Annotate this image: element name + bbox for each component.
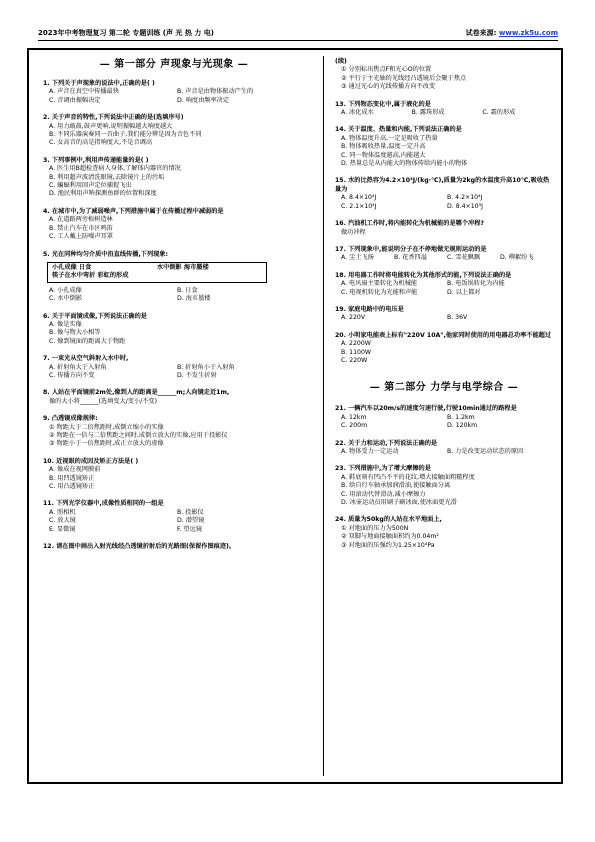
question-number: 21. [335, 405, 346, 413]
answer-option: B. 4.2×10⁴J [447, 194, 483, 202]
option-row [341, 340, 553, 348]
column-divider [323, 56, 324, 776]
question-number: 11. [43, 500, 54, 508]
option-row [49, 517, 305, 525]
option-row [341, 422, 553, 430]
question-number: 3. [43, 156, 50, 164]
question-text [335, 306, 553, 314]
question-number: 1. [43, 80, 50, 87]
question-stem: 一辆汽车以20m/s的速度匀速行驶,行驶10min通过的路程是 [348, 405, 517, 413]
question-stem: 请在图中画出入射光线经凸透镜折射后的光路图(保留作图痕迹)。 [56, 543, 236, 551]
answer-option: B. 1.2km [447, 413, 475, 421]
answer-options [335, 314, 553, 322]
answer-option: C. 雪花飘飘 [447, 254, 481, 262]
answer-option: ③ 物距小于一倍焦距时,成正立放大的虚像 [49, 440, 164, 448]
question-number: 17. [335, 245, 346, 253]
answer-option: A. 像是实像 [49, 320, 82, 328]
question-stem: (续) [335, 58, 347, 65]
answer-options [43, 509, 305, 534]
right-column [335, 58, 553, 559]
question-number: 23. [335, 465, 346, 473]
question [43, 157, 305, 199]
question [43, 415, 305, 449]
question-stem: 近视眼的成因及矫正方法是( ) [56, 457, 139, 465]
question [335, 246, 553, 263]
question-number: 24. [335, 516, 346, 524]
boxed-list [47, 262, 267, 283]
answer-option: ① 物距大于二倍焦距时,成倒立缩小的实像 [49, 423, 164, 431]
answer-option: B. 声音是由物体振动产生的 [177, 88, 254, 96]
question [43, 208, 305, 242]
option-row [341, 75, 553, 83]
question-text [43, 157, 305, 165]
answer-option: A. 12km [341, 413, 367, 421]
question-text [335, 220, 553, 228]
question [335, 465, 553, 507]
question-stem: 关于温度、热量和内能,下列说法正确的是 [348, 126, 462, 134]
answer-option: C. 传播方向不变 [49, 371, 95, 379]
question [335, 405, 553, 430]
answer-option: B. 花香四溢 [394, 254, 427, 262]
question-stem: 光在同种均匀介质中沿直线传播,下列现象: [51, 250, 169, 258]
question-number: 2. [43, 114, 50, 122]
boxed-item: 水中倒影 海市蜃楼 [157, 263, 209, 271]
question-number: 7. [43, 355, 50, 363]
answer-options [335, 448, 553, 456]
answer-option: D. 渔民利用声呐探测鱼群的位置和深度 [49, 190, 157, 198]
answer-options [43, 88, 305, 105]
question-stem: 在城市中,为了减弱噪声,下列措施中属于在传播过程中减弱的是 [51, 207, 224, 215]
answer-option: C. 电视机转化为光能和声能 [341, 288, 418, 296]
answer-options [335, 474, 553, 508]
question-text [335, 177, 553, 194]
option-row [341, 448, 553, 456]
right-question-list-a [335, 58, 553, 365]
question [43, 543, 305, 551]
answer-option: C. 220W [341, 356, 368, 364]
answer-option: C. 音调由振幅决定 [49, 96, 101, 104]
question [43, 251, 305, 304]
header-title: 2023年中考物理复习 第二轮 专题训练 (声 光 热 力 电) [38, 29, 214, 37]
answer-option: C. 用滚动代替滑动,减小摩擦力 [341, 490, 426, 498]
answer-options [43, 287, 305, 304]
answer-option: B. 露珠形成 [411, 109, 445, 117]
question-stem: 下列关于声现象的说法中,正确的是( ) [51, 80, 155, 87]
answer-option: C. 用凸透镜矫正 [49, 483, 95, 491]
question-text [43, 355, 305, 363]
answer-option: A. 物体温度升高,一定是吸收了热量 [341, 134, 438, 142]
question-text [43, 500, 305, 508]
answer-option: A. 鞋底刻有凹凸不平的花纹,增大接触面粗糙程度 [341, 473, 475, 481]
answer-option: B. 力是改变运动状态的原因 [447, 448, 524, 455]
question [335, 101, 553, 118]
question-number: 10. [43, 457, 54, 465]
answer-option: A. 在道路两旁植树造林 [49, 216, 113, 224]
question-number: 14. [335, 126, 346, 134]
option-row [341, 357, 553, 365]
answer-option: A. 电风扇主要转化为机械能 [341, 280, 418, 288]
answer-option: E. 显微镜 [49, 525, 76, 533]
question-stem: 小明家电能表上标有"220V 10A",他家同时使用的用电器总功率不能超过 [348, 331, 552, 339]
answer-option: D. 响度由频率决定 [177, 96, 230, 104]
question [335, 126, 553, 168]
question-text [335, 440, 553, 448]
answer-option: A. 尘土飞扬 [341, 254, 374, 262]
answer-option: C. 女高音的高是指响度大,不是音调高 [49, 139, 153, 147]
header-source [466, 26, 558, 40]
answer-options [335, 194, 553, 211]
section-title-1: — 第一部分 声现象与光现象 — [99, 59, 249, 70]
answer-option: C. 工人戴上防噪声耳罩 [49, 233, 113, 241]
answer-option: A. 冰化成水 [341, 109, 374, 117]
answer-options [43, 216, 305, 241]
answer-option: ② 双脚与地面接触面积约为0.04m² [341, 533, 439, 541]
option-row [49, 440, 305, 448]
question [43, 80, 305, 105]
option-row [341, 152, 553, 160]
question-text [335, 272, 553, 280]
option-row [49, 165, 305, 173]
answer-options [43, 123, 305, 148]
answer-option: A. 小孔成像 [49, 286, 82, 294]
answer-option: D. 热量总是从内能大的物体传给内能小的物体 [341, 160, 468, 168]
answer-option: A. 照相机 [49, 508, 76, 516]
option-row [49, 372, 305, 380]
option-row [49, 190, 305, 198]
answer-option: C. 蝙蝠利用回声定位捕捉飞虫 [49, 182, 132, 190]
answer-option: C. 水中倒影 [49, 295, 83, 303]
question-number: 22. [335, 439, 346, 447]
answer-options [43, 424, 305, 449]
question-stem: 家庭电路中的电压是 [348, 305, 404, 313]
answer-options [43, 466, 305, 491]
answer-option: B. 用凹透镜矫正 [49, 474, 95, 482]
option-row [341, 66, 553, 74]
answer-option: C. 2.1×10⁴J [341, 202, 377, 210]
question-number: 13. [335, 100, 346, 108]
answer-option: A. 医生用B超检查病人身体,了解体内器官的情况 [49, 165, 181, 173]
answer-option: C. 放大镜 [49, 517, 76, 525]
answer-option: D. 冰壶运动员用刷子刷冰面,使冰面更光滑 [341, 499, 457, 507]
question-stem: 关于力和运动,下列说法正确的是 [348, 439, 438, 447]
page-frame [27, 48, 563, 784]
question [43, 500, 305, 534]
option-row [49, 88, 305, 96]
answer-option: 像的大小将______(选填变大/变小/不变) [49, 397, 157, 405]
answer-options [43, 321, 305, 346]
question-text [335, 465, 553, 473]
question [335, 58, 553, 92]
answer-option: B. 1100W [341, 348, 372, 356]
answer-option: A. 像成在视网膜前 [49, 466, 101, 474]
option-row [341, 109, 553, 117]
answer-option: A. 物体受力一定运动 [341, 448, 399, 455]
answer-options [43, 165, 305, 199]
option-row [49, 466, 305, 474]
question-stem: 用电器工作时将电能转化为其他形式的能,下列说法正确的是 [348, 271, 512, 279]
question-text [43, 415, 305, 423]
option-row [49, 475, 305, 483]
option-row [341, 194, 553, 202]
option-row [341, 135, 553, 143]
option-row [341, 229, 553, 237]
option-row [341, 525, 553, 533]
boxed-item: 筷子在水中弯折 彩虹的形成 [52, 272, 129, 280]
question [335, 177, 553, 211]
option-row [341, 280, 553, 288]
question-text [335, 126, 553, 134]
question-number: 8. [43, 389, 50, 397]
answer-option: C. 霜的形成 [482, 109, 516, 117]
question [43, 355, 305, 380]
answer-option: B. 给自行车轴承加润滑油,使接触面分离 [341, 482, 451, 490]
option-row [49, 216, 305, 224]
answer-options [335, 340, 553, 365]
option-row [341, 254, 553, 262]
answer-option: D. 潜望镜 [177, 517, 205, 525]
question-number: 9. [43, 415, 50, 423]
option-row [341, 160, 553, 168]
question-number: 19. [335, 305, 346, 313]
option-row [341, 314, 553, 322]
question-text [43, 251, 305, 259]
question-stem: 凸透镜成像规律: [51, 415, 98, 423]
answer-option: B. 物体吸收热量,温度一定升高 [341, 143, 426, 151]
answer-option: B. 利用超声波清洗眼镜,去除镜片上的污垢 [49, 173, 165, 181]
answer-option: B. 投影仪 [177, 508, 204, 516]
question-stem: 关于平面镜成像,下列说法正确的是 [51, 312, 147, 320]
answer-option: B. 折射角小于入射角 [177, 363, 235, 371]
answer-option: B. 禁止汽车在市区鸣笛 [49, 224, 113, 232]
answer-options [335, 109, 553, 117]
answer-options [335, 229, 553, 237]
question-stem: 下列物态变化中,属于液化的是 [348, 100, 431, 108]
answer-option: D. 8.4×10³J [447, 202, 483, 210]
option-row [341, 474, 553, 482]
question-text [335, 101, 553, 109]
left-question-list [43, 80, 305, 551]
question-number: 18. [335, 271, 346, 279]
option-row [341, 349, 553, 357]
question-text [43, 543, 305, 551]
boxed-item: 小孔成像 日食 [52, 263, 92, 271]
question [43, 458, 305, 492]
answer-options [335, 66, 553, 91]
answer-option: A. 220V [341, 314, 366, 322]
option-row [49, 97, 305, 105]
option-row [49, 225, 305, 233]
option-row [49, 123, 305, 131]
answer-option: ② 物距在一倍与二倍焦距之间时,成倒立放大的实像,应用于投影仪 [49, 432, 228, 439]
question-stem: 下列事例中,利用声传递能量的是( ) [51, 156, 149, 164]
answer-option: ② 平行于主光轴的光线经凸透镜后会聚于焦点 [341, 74, 467, 82]
question-stem: 水的比热容为4.2×10³J/(kg·℃),质量为2kg的水温度升高10℃,吸收热量为 [335, 177, 550, 193]
option-row [341, 83, 553, 91]
option-row [49, 483, 305, 491]
option-row [341, 203, 553, 211]
answer-options [335, 135, 553, 169]
option-row [341, 542, 553, 550]
option-row [49, 174, 305, 182]
answer-options [335, 525, 553, 550]
option-row [341, 289, 553, 297]
option-row [49, 364, 305, 372]
boxed-row [52, 272, 262, 280]
answer-option: F. 望远镜 [177, 525, 203, 533]
answer-options [335, 280, 553, 297]
question-number: 6. [43, 312, 50, 320]
answer-option: A. 声音在真空中传播最快 [49, 88, 119, 96]
header-source-link[interactable]: www.zk5u.com [498, 29, 558, 37]
answer-option: A. 8.4×10⁴J [341, 194, 377, 202]
question-number: 12. [43, 543, 54, 551]
question-stem: 下列现象中,能说明分子在不停地做无规则运动的是 [348, 245, 487, 253]
option-row [341, 482, 553, 490]
answer-option: B. 36V [447, 314, 468, 322]
right-question-list-b [335, 405, 553, 550]
answer-option: D. 以上都对 [447, 288, 481, 296]
option-row [49, 233, 305, 241]
option-row [341, 143, 553, 151]
option-row [341, 414, 553, 422]
answer-option: D. 柳絮纷飞 [500, 254, 534, 262]
question [43, 389, 305, 406]
option-row [341, 533, 553, 541]
question-number: 4. [43, 207, 50, 215]
option-row [49, 287, 305, 295]
answer-option: D. 不发生折射 [177, 371, 217, 379]
answer-option: C. 同一物体温度越高,内能越大 [341, 151, 426, 159]
question-stem: 下列措施中,为了增大摩擦的是 [348, 465, 431, 473]
answer-option: B. 电饭锅转化为内能 [447, 280, 505, 288]
option-row [49, 398, 305, 406]
question-text [335, 332, 553, 340]
question-number: 15. [335, 177, 346, 185]
question-text [43, 114, 305, 122]
page-header [38, 26, 558, 40]
header-rule [38, 40, 558, 41]
answer-option: B. 不同乐器演奏同一首曲子,我们能分辨是因为音色不同 [49, 131, 202, 139]
answer-option: C. 200m [341, 422, 368, 430]
option-row [49, 509, 305, 517]
question-number: 20. [335, 331, 346, 339]
option-row [49, 295, 305, 303]
answer-option: B. 日食 [177, 286, 198, 294]
question-number: 5. [43, 250, 50, 258]
question-stem: 关于声音的特性,下列说法中正确的是(选填序号) [51, 114, 184, 122]
question-stem: 质量为50kg的人站在水平地面上, [348, 516, 442, 524]
question-stem: 一束光从空气斜射入水中时, [51, 355, 129, 363]
question-stem: 汽油机工作时,将内能转化为机械能的是哪个冲程? [348, 220, 485, 228]
section-title-2: — 第二部分 力学与电学综合 — [369, 382, 519, 394]
question [335, 272, 553, 297]
question-text [335, 405, 553, 413]
answer-option: ① 分别标出焦点F和光心O的位置 [341, 66, 432, 74]
question-stem: 人站在平面镜前2m处,像到人的距离是______m;人向镜走近1m, [51, 389, 230, 397]
option-row [341, 491, 553, 499]
option-row [49, 424, 305, 432]
question-text [335, 516, 553, 524]
left-column [43, 58, 305, 560]
header-source-label: 试卷来源: [465, 29, 497, 37]
answer-options [335, 254, 553, 262]
answer-option: ③ 对地面的压强约为1.25×10⁴Pa [341, 541, 435, 549]
question [335, 332, 553, 366]
option-row [49, 526, 305, 534]
question [43, 313, 305, 347]
option-row [49, 329, 305, 337]
question [335, 440, 553, 457]
question-stem: 下列光学仪器中,成像性质相同的一组是 [56, 500, 164, 508]
answer-option: A. 用力敲鼓,鼓声更响,说明振幅越大响度越大 [49, 122, 173, 130]
question [335, 306, 553, 323]
question-text [43, 389, 305, 397]
answer-option: ③ 通过光心的光线传播方向不改变 [341, 83, 436, 91]
answer-option: B. 像与物大小相等 [49, 329, 101, 337]
question-number: 16. [335, 220, 346, 228]
question [335, 516, 553, 550]
question [43, 114, 305, 148]
question-text [43, 458, 305, 466]
answer-option: D. 120km [447, 422, 478, 430]
answer-option: D. 海市蜃楼 [177, 295, 211, 303]
answer-option: A. 2200W [341, 340, 371, 348]
option-row [49, 338, 305, 346]
question [335, 220, 553, 237]
answer-options [43, 364, 305, 381]
answer-options [43, 398, 305, 406]
option-row [49, 139, 305, 147]
answer-option: C. 像到镜面的距离大于物距 [49, 337, 126, 345]
answer-option: ① 对地面的压力为500N [341, 524, 409, 532]
option-row [341, 499, 553, 507]
question-text [43, 313, 305, 321]
answer-option: A. 折射角大于入射角 [49, 363, 107, 371]
answer-option: 做功冲程 [341, 228, 366, 236]
answer-options [335, 414, 553, 431]
